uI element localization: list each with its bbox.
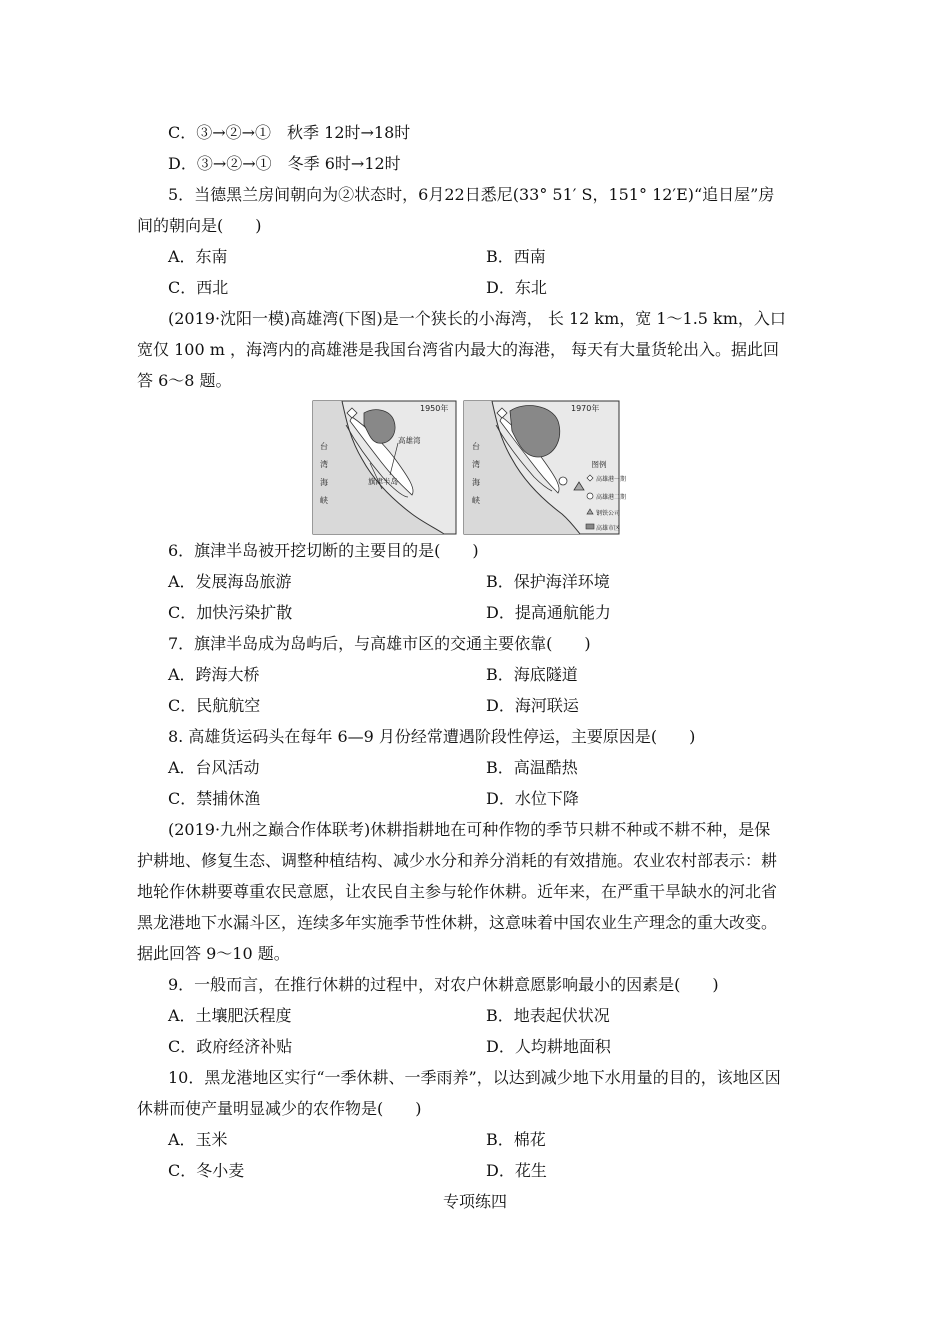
q9-option-c: C．政府经济补贴 [168,1037,293,1056]
intro2-line5: 据此回答 9～10 题。 [137,944,290,963]
q6-option-d: D．提高通航能力 [486,603,611,622]
q8-option-b: B．高温酷热 [486,758,578,777]
q7-stem: 7．旗津半岛成为岛屿后，与高雄市区的交通主要依靠( ) [168,634,591,653]
q7-option-a: A．跨海大桥 [168,665,260,684]
intro1-line3: 答 6～8 题。 [137,371,232,390]
q8-option-d: D．水位下降 [486,789,579,808]
q7-option-b: B．海底隧道 [486,665,578,684]
intro2-line1: (2019·九州之巅合作体联考)休耕指耕地在可种作物的季节只耕不种或不耕不种，是保 [168,820,771,839]
strait-char: 海 [472,478,480,487]
strait-char: 峡 [472,496,480,505]
kaohsiung-map-figure [312,399,627,537]
strait-char: 湾 [472,460,480,469]
strait-char: 海 [320,478,328,487]
section-heading: 专项练四 [442,1192,507,1211]
legend-rect-icon [586,524,594,529]
q10-option-d: D．花生 [486,1161,547,1180]
intro1-line2: 宽仅 100 m ，海湾内的高雄港是我国台湾省内最大的海港， 每天有大量货轮出入。据此回 [137,340,780,359]
q4-option-c: C．③→②→① 秋季 12时→18时 [168,123,411,142]
q9-option-b: B．地表起伏状况 [486,1006,610,1025]
q7-option-d: D．海河联运 [486,696,579,715]
q6-option-a: A．发展海岛旅游 [168,572,292,591]
q9-stem: 9．一般而言，在推行休耕的过程中，对农户休耕意愿影响最小的因素是( ) [168,975,719,994]
q10-stem-line2: 休耕而使产量明显减少的农作物是( ) [137,1099,422,1118]
strait-char: 台 [472,442,480,451]
q6-option-b: B．保护海洋环境 [486,572,610,591]
intro2-line3: 地轮作休耕要尊重农民意愿，让农民自主参与轮作休耕。近年来，在严重干旱缺水的河北省 [137,882,778,901]
map-1950 [313,401,456,534]
q6-option-c: C．加快污染扩散 [168,603,293,622]
intro2-line4: 黑龙港地下水漏斗区，连续多年实施季节性休耕，这意味着中国农业生产理念的重大改变。 [137,913,778,932]
map-1970 [464,401,626,534]
q9-option-d: D．人均耕地面积 [486,1037,611,1056]
q4-option-d: D．③→②→① 冬季 6时→12时 [168,154,401,173]
strait-char: 峡 [320,496,328,505]
q6-stem: 6．旗津半岛被开挖切断的主要目的是( ) [168,541,479,560]
q10-option-b: B．棉花 [486,1130,546,1149]
map-1970-year: 1970年 [571,404,600,413]
q5-stem-line1: 5．当德黑兰房间朝向为②状态时，6月22日悉尼(33° 51′ S，151° 12′E)“追日屋”房 [168,185,775,204]
map-1950-peninsula-label: 旗津半岛 [368,477,398,486]
map-1950-bay-label: 高雄湾 [398,436,421,445]
q5-stem-line2: 间的朝向是( ) [137,216,262,235]
intro1-line1: (2019·沈阳一模)高雄湾(下图)是一个狭长的小海湾， 长 12 km，宽 1～1.5 km，入口 [168,309,786,328]
legend-item4: 高雄市区 [596,525,621,532]
map-1950-year: 1950年 [420,404,449,413]
q9-option-a: A．土壤肥沃程度 [168,1006,292,1025]
q10-option-a: A．玉米 [168,1130,228,1149]
q5-option-d: D．东北 [486,278,547,297]
legend-item1: 高雄港一期 [596,476,627,483]
q10-stem-line1: 10．黑龙港地区实行“一季休耕、一季雨养”，以达到减少地下水用量的目的，该地区因 [168,1068,781,1087]
intro2-line2: 护耕地、修复生态、调整种植结构、减少水分和养分消耗的有效措施。农业农村部表示：耕 [137,851,778,870]
q8-stem: 8. 高雄货运码头在每年 6—9 月份经常遭遇阶段性停运，主要原因是( ) [168,727,696,746]
q5-option-a: A．东南 [168,247,228,266]
legend-item2: 高雄港二期 [596,494,627,501]
legend-circle-icon [587,493,593,499]
legend-title: 图例 [591,460,607,469]
legend-item3: 钢铁公司 [596,510,621,517]
q7-option-c: C．民航航空 [168,696,261,715]
strait-char: 台 [320,442,328,451]
q8-option-c: C．禁捕休渔 [168,789,261,808]
q5-option-b: B．西南 [486,247,546,266]
q5-option-c: C．西北 [168,278,229,297]
strait-char: 湾 [320,460,328,469]
q8-option-a: A．台风活动 [168,758,260,777]
q10-option-c: C．冬小麦 [168,1161,245,1180]
